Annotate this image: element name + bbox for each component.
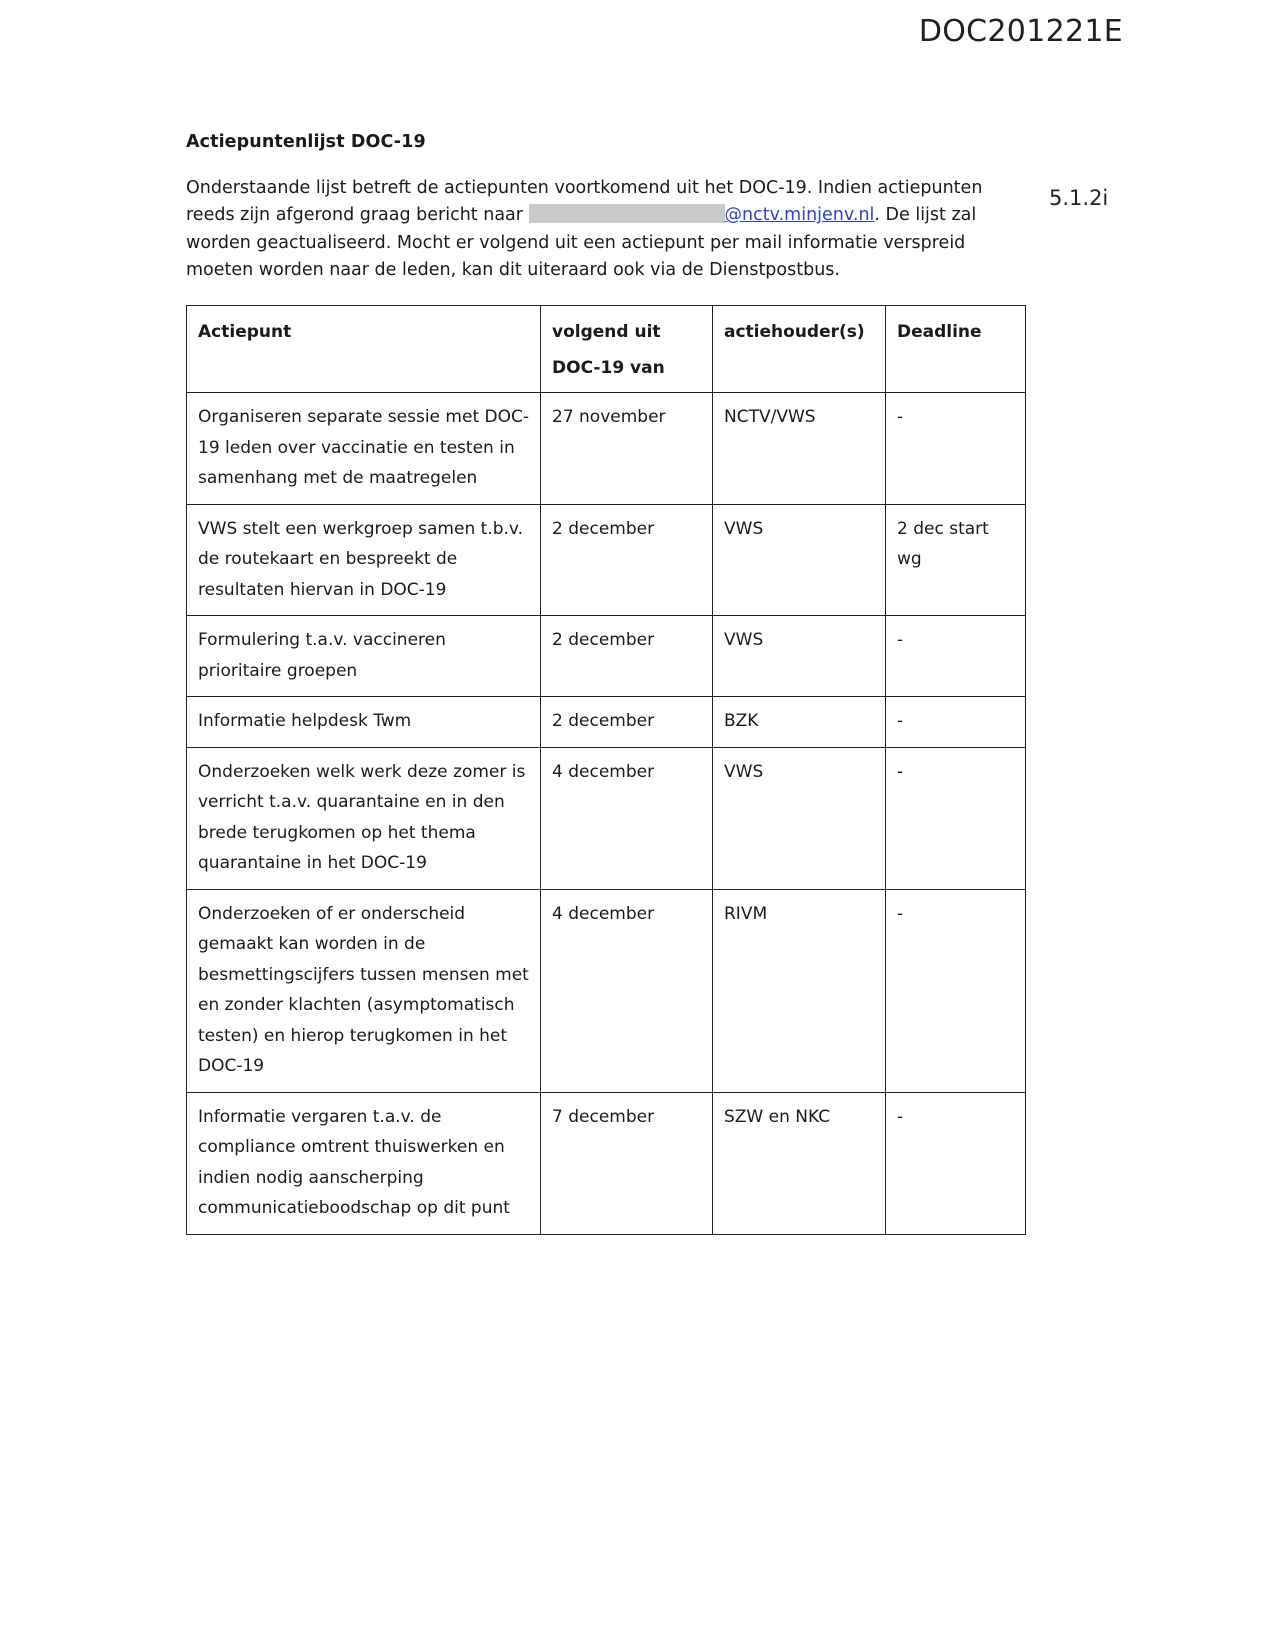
cell-volgend-uit: 2 december [541, 504, 713, 616]
table-header-row [187, 306, 1026, 393]
intro-text-part1: Onderstaande lijst betreft de actiepunten voortkomend uit het DOC-19. Indien actiepunten reeds zijn afgerond graag bericht naar [186, 177, 983, 226]
table-row [187, 697, 1026, 748]
cell-actiehouder: BZK [713, 697, 886, 748]
cell-deadline: - [886, 616, 1026, 697]
table-body [187, 393, 1026, 1235]
column-header-actiepunt: Actiepunt [187, 306, 541, 393]
table-row [187, 393, 1026, 505]
document-reference: DOC201221E [918, 14, 1123, 49]
column-header-actiehouder: actiehouder(s) [713, 306, 886, 393]
cell-actiehouder: RIVM [713, 889, 886, 1092]
page-title: Actiepuntenlijst DOC-19 [186, 132, 426, 152]
column-header-volgend-uit-line1: volgend uit [552, 322, 661, 342]
cell-actiepunt: Informatie vergaren t.a.v. de compliance omtrent thuiswerken en indien nodig aanscherping communicatieboodschap op dit punt [187, 1092, 541, 1234]
table-row [187, 616, 1026, 697]
cell-actiepunt: Formulering t.a.v. vaccineren prioritaire groepen [187, 616, 541, 697]
cell-actiepunt: Onderzoeken welk werk deze zomer is verricht t.a.v. quarantaine en in den brede terugkomen op het thema quarantaine in het DOC-19 [187, 747, 541, 889]
cell-volgend-uit: 2 december [541, 616, 713, 697]
cell-deadline: - [886, 1092, 1026, 1234]
intro-text-part2: . De lijst zal worden geactualiseerd. Mocht er volgend uit een actiepunt per mail informatie verspreid moeten worden naar de leden, kan dit uiteraard ook via de Dienstpostbus. [186, 205, 977, 281]
cell-actiehouder: VWS [713, 504, 886, 616]
cell-actiepunt: Organiseren separate sessie met DOC-19 leden over vaccinatie en testen in samenhang met de maatregelen [187, 393, 541, 505]
cell-volgend-uit: 4 december [541, 747, 713, 889]
cell-deadline: 2 dec start wg [886, 504, 1026, 616]
table-row [187, 1092, 1026, 1234]
cell-actiehouder: VWS [713, 747, 886, 889]
cell-actiepunt: VWS stelt een werkgroep samen t.b.v. de routekaart en bespreekt de resultaten hiervan in DOC-19 [187, 504, 541, 616]
column-header-volgend-uit-line2: DOC-19 van [552, 358, 665, 378]
cell-volgend-uit: 2 december [541, 697, 713, 748]
cell-volgend-uit: 4 december [541, 889, 713, 1092]
intro-paragraph [186, 175, 1014, 285]
table-row [187, 889, 1026, 1092]
cell-actiepunt: Onderzoeken of er onderscheid gemaakt kan worden in de besmettingscijfers tussen mensen met en zonder klachten (asymptomatisch testen) en hierop terugkomen in het DOC-19 [187, 889, 541, 1092]
cell-deadline: - [886, 697, 1026, 748]
table-row [187, 504, 1026, 616]
column-header-deadline: Deadline [886, 306, 1026, 393]
cell-volgend-uit: 7 december [541, 1092, 713, 1234]
cell-actiepunt: Informatie helpdesk Twm [187, 697, 541, 748]
column-header-volgend-uit [541, 306, 713, 393]
cell-deadline: - [886, 889, 1026, 1092]
email-domain-link[interactable]: @nctv.minjenv.nl [724, 205, 875, 226]
action-points-table [186, 305, 1026, 1235]
cell-actiehouder: SZW en NKC [713, 1092, 886, 1234]
cell-deadline: - [886, 747, 1026, 889]
document-body [186, 131, 1026, 285]
table-row [187, 747, 1026, 889]
cell-deadline: - [886, 393, 1026, 505]
cell-actiehouder: NCTV/VWS [713, 393, 886, 505]
margin-annotation: 5.1.2i [1049, 186, 1109, 210]
cell-volgend-uit: 27 november [541, 393, 713, 505]
cell-actiehouder: VWS [713, 616, 886, 697]
redacted-email-block [529, 204, 725, 223]
